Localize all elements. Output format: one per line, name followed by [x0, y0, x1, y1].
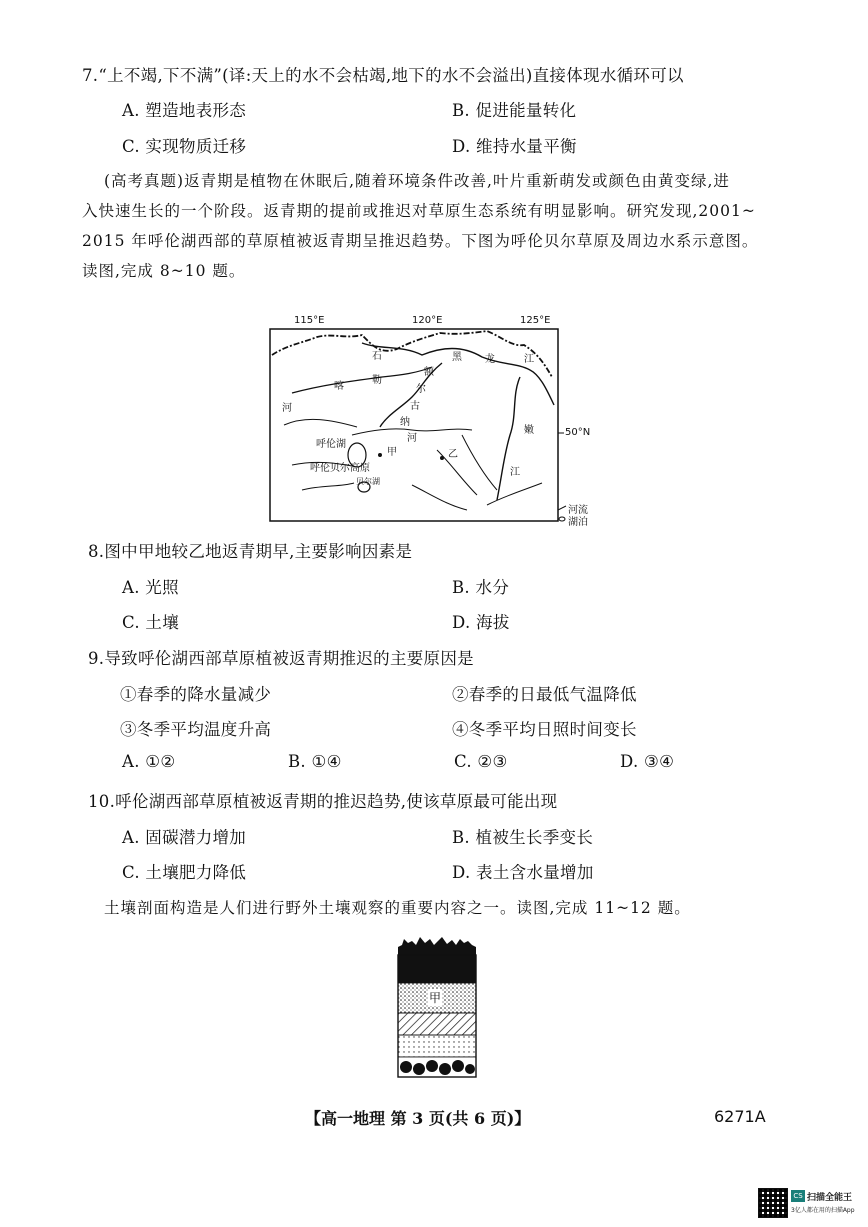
- tributary: [462, 435, 497, 490]
- q7-option-d: D. 维持水量平衡: [452, 137, 577, 156]
- boundary-line: [272, 331, 552, 377]
- hailar-river: [292, 367, 432, 393]
- paper-code: 6271A: [714, 1107, 766, 1126]
- q8-option-c: C. 土壤: [122, 613, 180, 632]
- lon-115: 115°E: [294, 315, 325, 326]
- map-drawing: [262, 315, 592, 530]
- q10-option-d: D. 表土含水量增加: [452, 863, 594, 882]
- point-yi: [440, 456, 444, 460]
- label-jia: 甲: [387, 447, 397, 458]
- q9-option-d: D. ③④: [620, 752, 675, 771]
- q10-option-a: A. 固碳潜力增加: [122, 828, 247, 847]
- q8-option-d: D. 海拔: [452, 613, 510, 632]
- hulunbuir-map: [262, 315, 592, 530]
- nen-river: [497, 377, 520, 500]
- tributary: [284, 419, 357, 427]
- tributary: [412, 485, 467, 510]
- soil-profile-diagram: [392, 935, 482, 1081]
- q9-stem: 9.导致呼伦湖西部草原植被返青期推迟的主要原因是: [88, 649, 474, 668]
- label-hei: 黑: [452, 352, 462, 363]
- scanner-tagline: 3亿人都在用的扫描App: [791, 1207, 855, 1214]
- label-hulun-lake: 呼伦湖: [316, 439, 346, 450]
- point-jia: [378, 453, 382, 457]
- q9-option-a: A. ①②: [122, 752, 176, 771]
- passage-line-3: 2015 年呼伦湖西部的草原植被返青期呈推迟趋势。下图为呼伦贝尔草原及周边水系示意图。: [82, 232, 759, 250]
- passage-line-1: (高考真题)返青期是植物在休眠后,随着环境条件改善,叶片重新萌发或颜色由黄变绿,进: [104, 172, 730, 190]
- q7-stem: 7.“上不竭,下不满”(译:天上的水不会枯竭,地下的水不会溢出)直接体现水循环可以: [82, 66, 684, 85]
- passage-8-10: [82, 166, 802, 286]
- q9-option-b: B. ①④: [288, 752, 342, 771]
- q7-option-a: A. 塑造地表形态: [122, 101, 247, 120]
- legend-lake-label: 湖泊: [568, 517, 588, 528]
- legend-lake-symbol: [559, 517, 565, 521]
- lat-50n: 50°N: [565, 427, 591, 438]
- q8-option-b: B. 水分: [452, 578, 510, 597]
- legend-river-symbol: [558, 506, 566, 510]
- soil-profile-drawing: [392, 935, 482, 1081]
- q10-stem: 10.呼伦湖西部草原植被返青期的推迟趋势,使该草原最可能出现: [88, 792, 558, 811]
- lon-120: 120°E: [412, 315, 443, 326]
- label-jiang2: 江: [510, 467, 520, 478]
- label-he2: 河: [407, 433, 417, 444]
- qr-code-icon: [758, 1188, 788, 1218]
- scanner-app-name: 扫描全能王: [807, 1193, 853, 1203]
- q8-option-a: A. 光照: [122, 578, 179, 597]
- q10-option-b: B. 植被生长季变长: [452, 828, 594, 847]
- camscanner-logo-icon: CS: [791, 1190, 805, 1202]
- humus-layer: [398, 955, 476, 983]
- q9-statement-1: ①春季的降水量减少: [120, 685, 272, 704]
- label-shi: 石: [372, 351, 382, 362]
- dotted-layer: [398, 1035, 476, 1057]
- passage-line-4: 读图,完成 8~10 题。: [82, 262, 246, 280]
- hatched-layer: [398, 1013, 476, 1035]
- label-yi: 乙: [448, 449, 458, 460]
- label-he1: 河: [282, 403, 292, 414]
- label-long: 龙: [485, 354, 495, 365]
- label-na: 纳: [400, 417, 410, 428]
- tributary: [302, 483, 354, 490]
- vegetation-layer: [398, 937, 476, 955]
- tributary: [487, 483, 542, 505]
- label-nen: 嫩: [524, 425, 534, 436]
- label-jiang1: 江: [524, 354, 534, 365]
- lon-125: 125°E: [520, 315, 551, 326]
- label-soil-jia: 甲: [429, 991, 442, 1005]
- q10-option-c: C. 土壤肥力降低: [122, 863, 247, 882]
- label-plateau: 呼伦贝尔高原: [310, 463, 370, 474]
- q9-statement-2: ②春季的日最低气温降低: [452, 685, 637, 704]
- q8-stem: 8.图中甲地较乙地返青期早,主要影响因素是: [88, 542, 413, 561]
- label-er: 尔: [416, 384, 426, 395]
- label-gu: 古: [410, 401, 420, 412]
- label-la: 勒: [372, 375, 382, 386]
- q7-option-c: C. 实现物质迁移: [122, 137, 247, 156]
- q9-statement-3: ③冬季平均温度升高: [120, 720, 272, 739]
- q9-statement-4: ④冬季平均日照时间变长: [452, 720, 637, 739]
- legend-river-label: 河流: [568, 505, 588, 516]
- label-buir-lake: 贝尔湖: [356, 477, 380, 486]
- page-footer: 【高一地理 第 3 页(共 6 页)】: [305, 1109, 531, 1128]
- map-frame: [270, 329, 558, 521]
- q9-option-c: C. ②③: [454, 752, 508, 771]
- q7-option-b: B. 促进能量转化: [452, 101, 577, 120]
- scanner-watermark: [758, 1186, 858, 1220]
- label-e: 额: [424, 367, 434, 378]
- passage-line-2: 入快速生长的一个阶段。返青期的提前或推迟对草原生态系统有明显影响。研究发现,2001~: [82, 202, 756, 220]
- label-ha: 喀: [334, 381, 344, 392]
- passage-11-12: 土壤剖面构造是人们进行野外土壤观察的重要内容之一。读图,完成 11~12 题。: [104, 899, 691, 917]
